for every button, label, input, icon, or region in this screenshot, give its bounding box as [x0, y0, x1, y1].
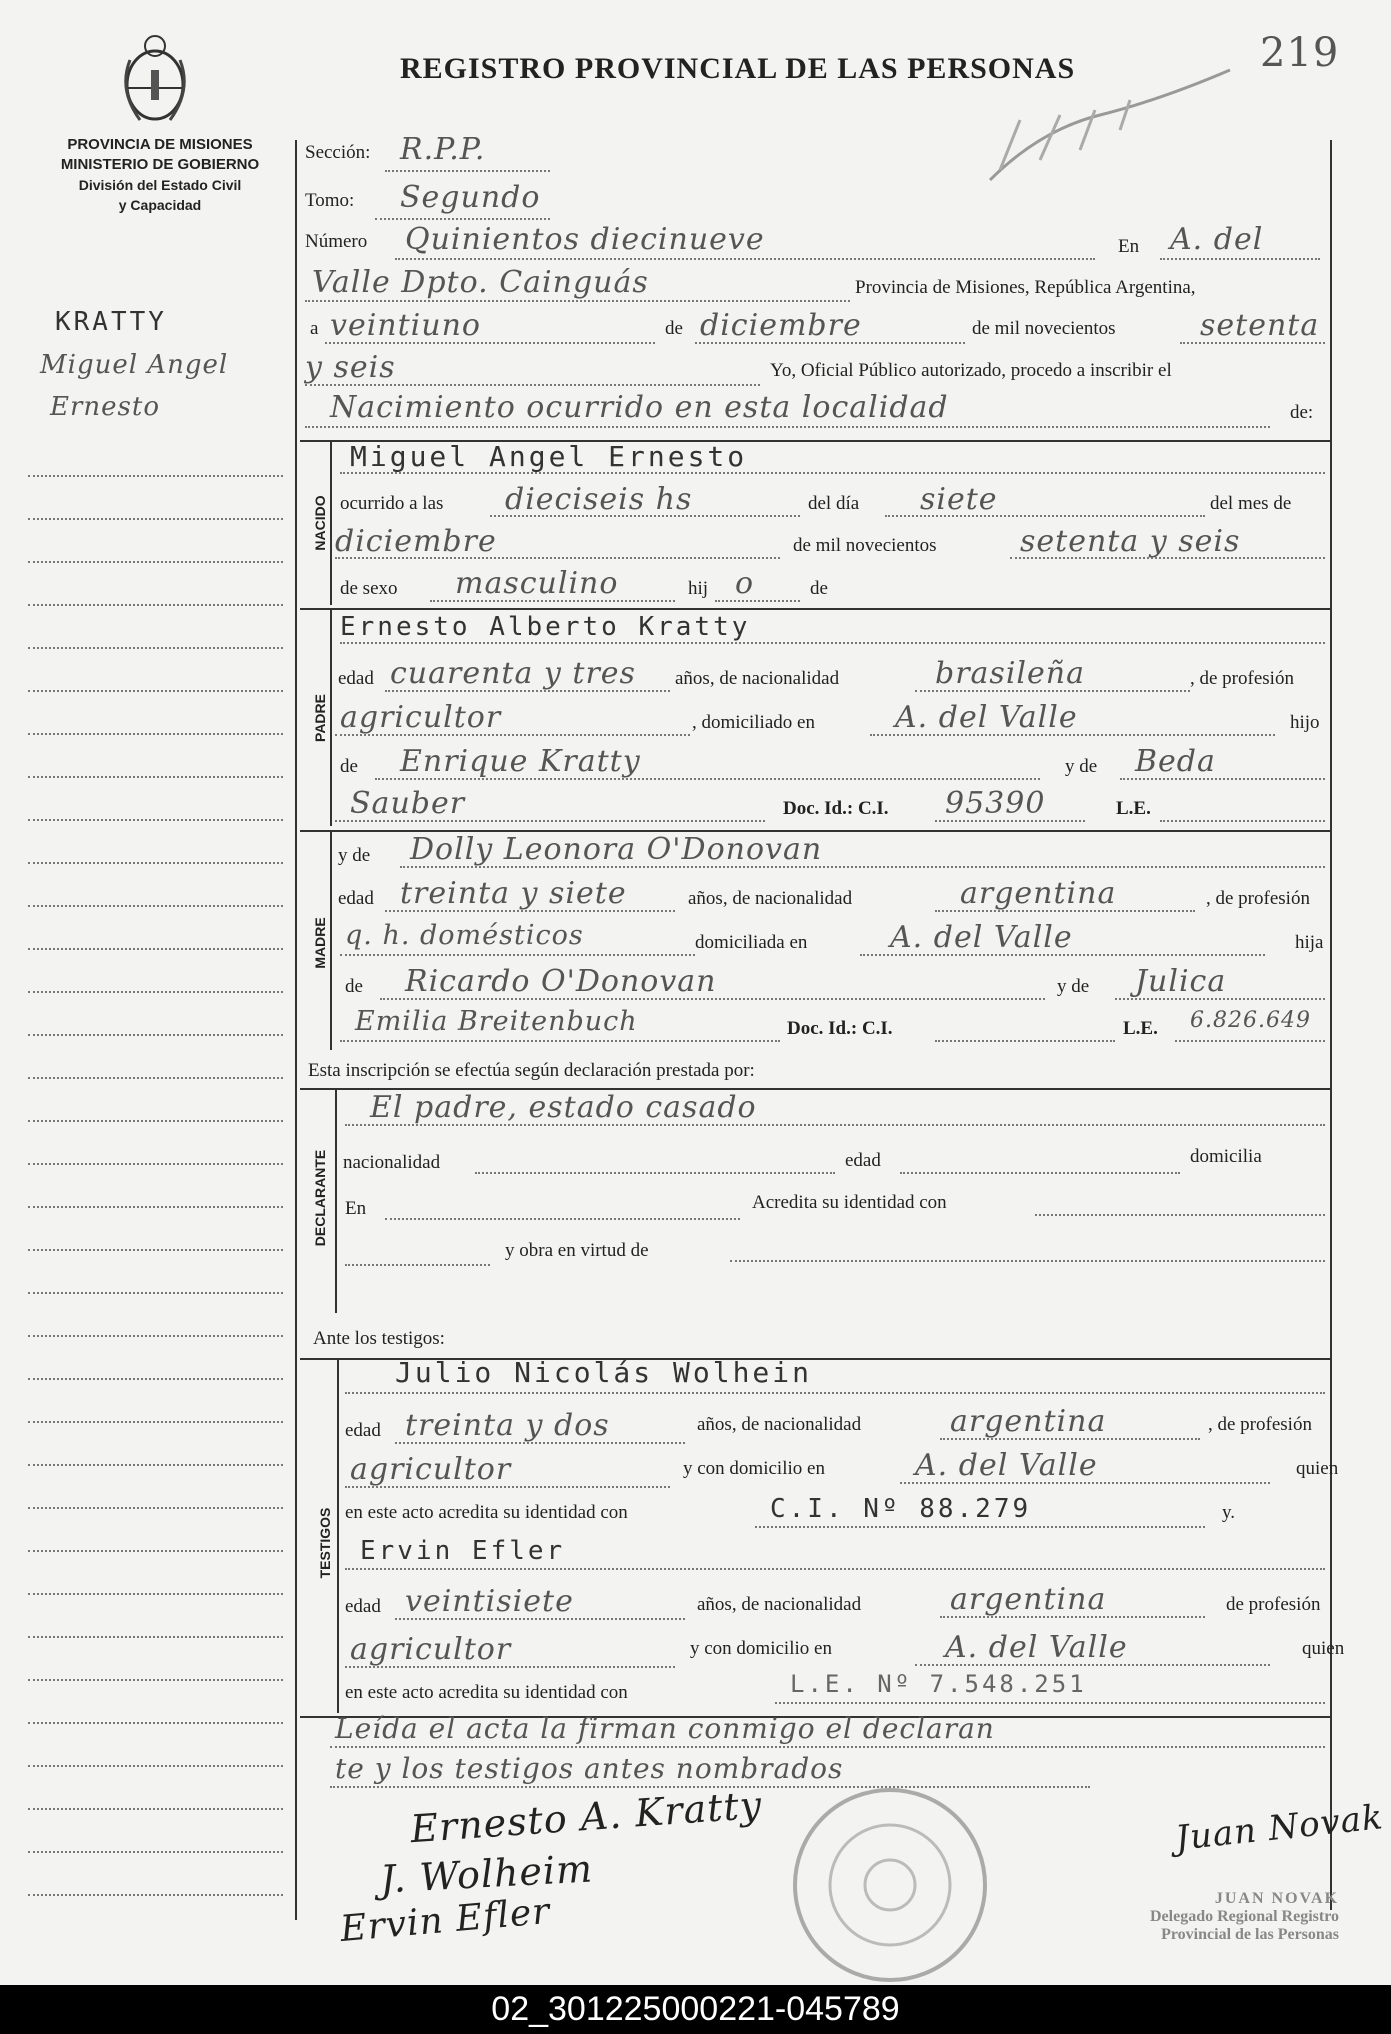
field-madre-hija-de: Ricardo O'Donovan: [405, 964, 717, 999]
label-provincia: Provincia de Misiones, República Argentina,: [855, 277, 1196, 298]
label-tomo: Tomo:: [305, 190, 355, 211]
field-padre-hijo-de: Enrique Kratty: [400, 744, 641, 779]
issuer-ministry: MINISTERIO DE GOBIERNO: [60, 156, 260, 173]
label-numero: Número: [305, 231, 368, 252]
label-edad-t2: edad: [345, 1596, 381, 1617]
label-anos-nac-t1: años, de nacionalidad: [697, 1414, 862, 1435]
label-yo-oficial: Yo, Oficial Público autorizado, procedo a inscribir el: [770, 360, 1172, 381]
stamp-role-2: Provincial de las Personas: [1161, 1926, 1340, 1943]
signature-padre: Ernesto A. Kratty: [408, 1782, 764, 1852]
field-padre-edad: cuarenta y tres: [390, 656, 636, 691]
margin-ruled-line: [28, 1206, 283, 1208]
label-de: de: [665, 318, 683, 339]
margin-ruled-line: [28, 1077, 283, 1079]
label-doc-ci-padre: Doc. Id.: C.I.: [783, 798, 889, 819]
field-testigo2-edad: veintisiete: [405, 1584, 574, 1619]
label-profesion-t1: , de profesión: [1208, 1414, 1312, 1435]
label-y-de-madre-nombre: y de: [338, 845, 371, 866]
label-sexo: de sexo: [340, 578, 398, 599]
margin-ruled-line: [28, 991, 283, 993]
label-hija: hija: [1295, 932, 1324, 953]
label-edad-t1: edad: [345, 1420, 381, 1441]
margin-ruled-line: [28, 862, 283, 864]
field-testigo2-nombre: Ervin Efler: [360, 1536, 566, 1566]
margin-ruled-line: [28, 819, 283, 821]
margin-ruled-line: [28, 690, 283, 692]
field-padre-madre-2: Sauber: [350, 786, 466, 821]
field-padre-prof: agricultor: [340, 700, 502, 735]
field-testigo1-nombre: Julio Nicolás Wolhein: [395, 1356, 813, 1389]
field-nombre: Miguel Angel Ernesto: [350, 440, 748, 473]
label-anos-nac-padre: años, de nacionalidad: [675, 668, 840, 689]
margin-ruled-line: [28, 1335, 283, 1337]
margin-ruled-line: [28, 1550, 283, 1552]
label-acredita-t2: en este acto acredita su identidad con: [345, 1682, 628, 1703]
field-en: A. del: [1170, 222, 1264, 257]
signature-oficial: Juan Novak: [1173, 1797, 1386, 1859]
label-seccion: Sección:: [305, 142, 371, 163]
official-seal-icon: [770, 1775, 1010, 1985]
margin-ruled-line: [28, 1593, 283, 1595]
field-numero: Quinientos diecinueve: [405, 222, 765, 257]
margin-ruled-line: [28, 1120, 283, 1122]
label-a: a: [310, 318, 319, 339]
field-mes-nac: diciembre: [335, 524, 497, 559]
field-seccion: R.P.P.: [400, 132, 486, 167]
margin-divider: [295, 140, 297, 1920]
label-quien-t1: quien: [1296, 1458, 1339, 1479]
label-le-madre: L.E.: [1123, 1018, 1158, 1039]
label-le-padre: L.E.: [1116, 798, 1151, 819]
label-de-padre: de: [340, 756, 358, 777]
margin-ruled-line: [28, 905, 283, 907]
label-domicilio-t1: y con domicilio en: [683, 1458, 825, 1479]
label-de-hij: de: [810, 578, 828, 599]
field-testigo1-edad: treinta y dos: [405, 1408, 610, 1443]
label-anos-nac-madre: años, de nacionalidad: [688, 888, 853, 909]
margin-ruled-line: [28, 518, 283, 520]
label-de-colon: de:: [1290, 402, 1314, 423]
label-de-mil: de mil novecientos: [972, 318, 1116, 339]
folio-number: 219: [1260, 30, 1340, 76]
margin-ruled-line: [28, 1636, 283, 1638]
label-ocurrido: ocurrido a las: [340, 493, 444, 514]
field-dia-nac: siete: [920, 482, 998, 517]
field-testigo2-nac: argentina: [950, 1582, 1107, 1617]
field-testigo2-dom: A. del Valle: [945, 1630, 1128, 1665]
label-acredita-decl: Acredita su identidad con: [752, 1192, 947, 1213]
field-anio-cont: y seis: [305, 350, 396, 385]
diagonal-stamp-icon: [980, 60, 1240, 190]
official-stamp-block: [1150, 1890, 1339, 1944]
issuer-block: [30, 135, 290, 215]
margin-ruled-line: [28, 1292, 283, 1294]
margin-ruled-line: [28, 1378, 283, 1380]
margin-ruled-line: [28, 776, 283, 778]
section-declarante: DECLARANTE: [312, 1149, 328, 1247]
label-ante-testigos: Ante los testigos:: [313, 1328, 445, 1349]
margin-ruled-line: [28, 1464, 283, 1466]
coat-of-arms-icon: [110, 30, 200, 130]
margin-surname: KRATTY: [55, 307, 167, 337]
issuer-province: PROVINCIA DE MISIONES: [67, 136, 253, 153]
section-nacido: NACIDO: [312, 495, 328, 551]
label-y-t1: y.: [1222, 1502, 1236, 1523]
margin-ruled-line: [28, 1851, 283, 1853]
margin-ruled-line: [28, 1163, 283, 1165]
stamp-name: JUAN NOVAK: [1214, 1890, 1340, 1907]
field-hij: o: [735, 566, 755, 601]
label-profesion-t2: de profesión: [1226, 1594, 1321, 1615]
signature-testigo2: Ervin Efler: [338, 1890, 552, 1951]
label-quien-t2: quien: [1302, 1638, 1345, 1659]
margin-ruled-line: [28, 1679, 283, 1681]
margin-ruled-line: [28, 1722, 283, 1724]
label-domicilio-t2: y con domicilio en: [690, 1638, 832, 1659]
label-domiciliada: domiciliada en: [695, 932, 808, 953]
label-edad-decl: edad: [845, 1150, 881, 1171]
label-nacionalidad-decl: nacionalidad: [343, 1152, 441, 1173]
field-testigo1-nac: argentina: [950, 1404, 1107, 1439]
margin-ruled-line: [28, 1249, 283, 1251]
margin-ruled-line: [28, 604, 283, 606]
margin-ruled-line: [28, 561, 283, 563]
label-domicilia-decl: domicilia: [1190, 1146, 1262, 1167]
closing-line-1: Leída el acta la firman conmigo el declaran: [335, 1712, 995, 1745]
label-edad-padre: edad: [338, 668, 374, 689]
margin-ruled-line: [28, 733, 283, 735]
margin-ruled-line: [28, 1507, 283, 1509]
label-doc-ci-madre: Doc. Id.: C.I.: [787, 1018, 893, 1039]
field-anio-nac: setenta y seis: [1020, 524, 1241, 559]
margin-ruled-line: [28, 948, 283, 950]
field-madre-madre: Julica: [1135, 964, 1227, 999]
section-madre: MADRE: [312, 917, 328, 969]
field-padre-ci: 95390: [945, 786, 1046, 821]
field-padre-nombre: Ernesto Alberto Kratty: [340, 612, 751, 642]
signature-testigo1: J. Wolheim: [378, 1846, 595, 1902]
section-testigos: TESTIGOS: [317, 1507, 333, 1579]
margin-ruled-line: [28, 1808, 283, 1810]
field-testigo1-dom: A. del Valle: [915, 1448, 1098, 1483]
stamp-role: Delegado Regional Registro: [1150, 1908, 1340, 1925]
margin-names-2: Ernesto: [50, 392, 160, 422]
field-testigo2-doc: L.E. Nº 7.548.251: [790, 1670, 1087, 1698]
field-madre-nombre: Dolly Leonora O'Donovan: [410, 832, 823, 867]
label-del-mes: del mes de: [1210, 493, 1292, 514]
closing-line-2: te y los testigos antes nombrados: [335, 1752, 844, 1785]
field-madre-dom: A. del Valle: [890, 920, 1073, 955]
issuer-division-2: y Capacidad: [118, 197, 202, 213]
label-hijo: hijo: [1290, 712, 1320, 733]
label-y-de-padre: y de: [1065, 756, 1098, 777]
label-edad-madre: edad: [338, 888, 374, 909]
field-madre-edad: treinta y siete: [400, 876, 627, 911]
margin-names: Miguel Angel: [40, 350, 229, 380]
label-acredita-t1: en este acto acredita su identidad con: [345, 1502, 628, 1523]
field-tomo: Segundo: [400, 180, 541, 215]
label-profesion-padre: , de profesión: [1190, 668, 1294, 689]
label-profesion-madre: , de profesión: [1206, 888, 1310, 909]
label-hij: hij: [688, 578, 709, 599]
footer-code: 02_301225000221-045789: [0, 1985, 1391, 2034]
field-sexo: masculino: [455, 566, 619, 601]
field-madre-madre-2: Emilia Breitenbuch: [355, 1006, 638, 1037]
margin-ruled-line: [28, 1421, 283, 1423]
label-de-mil-nac: de mil novecientos: [793, 535, 937, 556]
label-anos-nac-t2: años, de nacionalidad: [697, 1594, 862, 1615]
field-madre-prof: q. h. domésticos: [345, 920, 584, 951]
label-y-de-madre: y de: [1057, 976, 1090, 997]
margin-ruled-line: [28, 647, 283, 649]
field-lugar: Valle Dpto. Cainguás: [312, 265, 649, 300]
label-esta-inscripcion: Esta inscripción se efectúa según declaración prestada por:: [308, 1060, 755, 1081]
field-testigo2-prof: agricultor: [350, 1632, 512, 1667]
label-en: En: [1118, 236, 1140, 257]
field-mes: diciembre: [700, 308, 862, 343]
label-domiciliado: , domiciliado en: [692, 712, 815, 733]
field-madre-nac: argentina: [960, 876, 1117, 911]
margin-ruled-line: [28, 475, 283, 477]
field-declarante: El padre, estado casado: [370, 1090, 757, 1125]
label-obra-decl: y obra en virtud de: [505, 1240, 649, 1261]
field-dia: veintiuno: [330, 308, 481, 343]
field-testigo1-doc: C.I. Nº 88.279: [770, 1494, 1032, 1524]
field-padre-nac: brasileña: [935, 656, 1085, 691]
field-testigo1-prof: agricultor: [350, 1452, 512, 1487]
margin-ruled-line: [28, 1894, 283, 1896]
section-padre: PADRE: [312, 694, 328, 742]
issuer-division: División del Estado Civil: [78, 177, 242, 193]
document-title: REGISTRO PROVINCIAL DE LAS PERSONAS: [400, 52, 1076, 85]
field-acto: Nacimiento ocurrido en esta localidad: [330, 390, 949, 425]
label-del-dia: del día: [808, 493, 860, 514]
margin-ruled-line: [28, 1034, 283, 1036]
field-padre-madre: Beda: [1135, 744, 1216, 779]
field-padre-dom: A. del Valle: [895, 700, 1078, 735]
field-madre-le: 6.826.649: [1190, 1008, 1311, 1033]
margin-ruled-line: [28, 1765, 283, 1767]
field-anio: setenta: [1200, 308, 1320, 343]
field-hora: dieciseis hs: [505, 482, 693, 517]
label-en-decl: En: [345, 1198, 367, 1219]
label-de-madre: de: [345, 976, 363, 997]
